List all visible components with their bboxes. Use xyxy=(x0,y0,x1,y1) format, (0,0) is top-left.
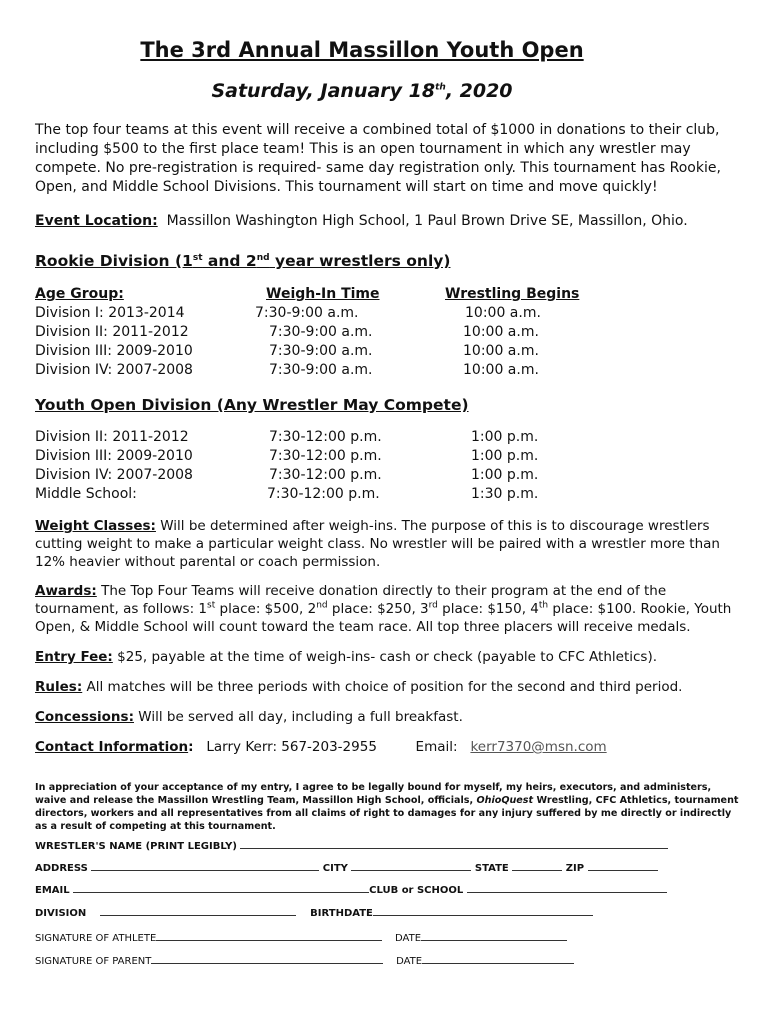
form-row-parent-signature: SIGNATURE OF PARENT DATE xyxy=(35,953,574,967)
email-link[interactable]: kerr7370@msn.com xyxy=(470,739,607,755)
table-cell: Division III: 2009-2010 xyxy=(35,343,193,359)
parent-signature-field[interactable] xyxy=(151,953,383,964)
table-cell: Division I: 2013-2014 xyxy=(35,305,185,321)
rules: Rules: All matches will be three periods with choice of position for the second and third period. xyxy=(35,679,683,695)
form-row-email: EMAIL CLUB or SCHOOL xyxy=(35,882,667,896)
legal-waiver: In appreciation of your acceptance of my entry, I agree to be legally bound for myself, my heirs, executors, and administers, waive and release the Massillon Wrestling Team, Massillon High School, officials, OhioQuest Wrestling, CFC Athletics, tournament directors, workers and all representatives from all claims of right to damages for any injury suffered by me directly or indirectly as a result of competing at this tournament. xyxy=(35,782,739,832)
form-row-athlete-signature: SIGNATURE OF ATHLETE DATE xyxy=(35,930,567,944)
table-cell: Division III: 2009-2010 xyxy=(35,448,193,464)
address-field[interactable] xyxy=(91,860,319,871)
form-row-division: DIVISION BIRTHDATE xyxy=(35,905,593,919)
table-cell: 7:30-12:00 p.m. xyxy=(269,467,382,483)
email-field[interactable] xyxy=(73,882,369,893)
col-header-wrestling: Wrestling Begins xyxy=(445,286,580,302)
table-cell: 7:30-12:00 p.m. xyxy=(269,429,382,445)
table-cell: Division IV: 2007-2008 xyxy=(35,467,193,483)
table-cell: 7:30-9:00 a.m. xyxy=(269,362,373,378)
table-cell: 10:00 a.m. xyxy=(463,343,539,359)
division-field[interactable] xyxy=(100,905,296,916)
intro-paragraph: The top four teams at this event will receive a combined total of $1000 in donations to their club, including $500 to the first place team! This is an open tournament in which any wrestler may compete. No pre-registration is required- same day registration only. This tournament has Rookie, Open, and Middle School Divisions. This tournament will start on time and move quickly! xyxy=(35,122,721,195)
zip-field[interactable] xyxy=(588,860,658,871)
state-field[interactable] xyxy=(512,860,562,871)
form-row-name: WRESTLER'S NAME (PRINT LEGIBLY) xyxy=(35,838,668,852)
awards: Awards: The Top Four Teams will receive donation directly to their program at the end of the tournament, as follows: 1st place: $500, 2nd place: $250, 3rd place: $150, 4th place: $100. Rookie, Youth Open, & Middle School will count toward the team race. All top three placers will receive medals. xyxy=(35,583,732,635)
col-header-weigh-in: Weigh-In Time xyxy=(266,286,380,302)
table-cell: Division II: 2011-2012 xyxy=(35,324,189,340)
table-cell: 7:30-9:00 a.m. xyxy=(269,343,373,359)
table-cell: 10:00 a.m. xyxy=(465,305,541,321)
table-cell: 7:30-9:00 a.m. xyxy=(255,305,359,321)
table-cell: Division II: 2011-2012 xyxy=(35,429,189,445)
club-field[interactable] xyxy=(467,882,667,893)
name-field[interactable] xyxy=(240,838,668,849)
event-location: Event Location: Massillon Washington High School, 1 Paul Brown Drive SE, Massillon, Ohio. xyxy=(35,213,688,229)
weight-classes: Weight Classes: Will be determined after weigh-ins. The purpose of this is to discourage wrestlers cutting weight to make a particular weight class. No wrestler will be paired with a wrestler more than 12% heavier without parental or coach permission. xyxy=(35,518,720,570)
table-cell: Middle School: xyxy=(35,486,137,502)
table-cell: 7:30-12:00 p.m. xyxy=(267,486,380,502)
table-cell: 7:30-9:00 a.m. xyxy=(269,324,373,340)
event-date: Saturday, January 18th, 2020 xyxy=(211,80,513,102)
table-cell: 10:00 a.m. xyxy=(463,362,539,378)
table-cell: Division IV: 2007-2008 xyxy=(35,362,193,378)
page-title: The 3rd Annual Massillon Youth Open xyxy=(140,38,584,62)
open-heading: Youth Open Division (Any Wrestler May Compete) xyxy=(35,396,469,414)
table-cell: 7:30-12:00 p.m. xyxy=(269,448,382,464)
city-field[interactable] xyxy=(351,860,471,871)
col-header-age: Age Group: xyxy=(35,286,124,302)
table-cell: 1:00 p.m. xyxy=(471,429,539,445)
parent-date-field[interactable] xyxy=(422,953,574,964)
table-cell: 1:00 p.m. xyxy=(471,448,539,464)
table-cell: 10:00 a.m. xyxy=(463,324,539,340)
athlete-date-field[interactable] xyxy=(421,930,567,941)
contact-information: Contact Information: Larry Kerr: 567-203-2955 Email: kerr7370@msn.com xyxy=(35,739,607,755)
table-cell: 1:30 p.m. xyxy=(471,486,539,502)
rookie-heading: Rookie Division (1st and 2nd year wrestlers only) xyxy=(35,252,451,270)
birthdate-field[interactable] xyxy=(373,905,593,916)
table-cell: 1:00 p.m. xyxy=(471,467,539,483)
concessions: Concessions: Will be served all day, including a full breakfast. xyxy=(35,709,463,725)
entry-fee: Entry Fee: $25, payable at the time of weigh-ins- cash or check (payable to CFC Athletics). xyxy=(35,649,657,665)
form-row-address: ADDRESS CITY STATE ZIP xyxy=(35,860,658,874)
athlete-signature-field[interactable] xyxy=(156,930,382,941)
